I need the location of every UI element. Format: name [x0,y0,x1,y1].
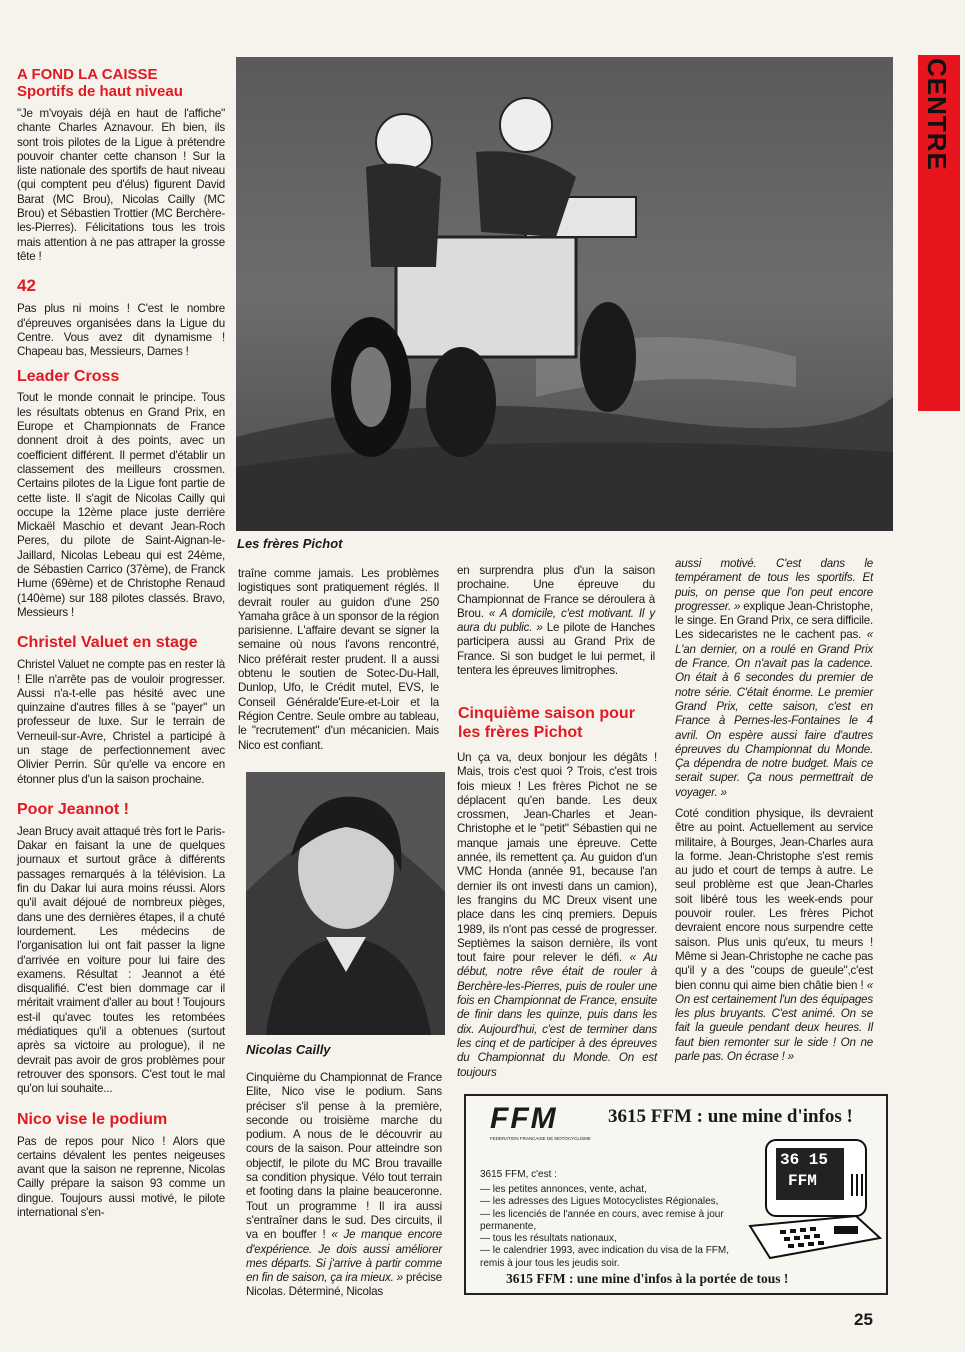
caption-nicolas-cailly: Nicolas Cailly [246,1042,331,1057]
ffm-service-item: — les petites annonces, vente, achat, [480,1184,647,1195]
ffm-logo [490,1102,600,1141]
paragraph-podium: Cinquième du Championnat de France Elite, Nico vise le podium. Sans préciser s'il pense à la première, seconde ou troisième marche du podium. A nous de le découvrir au cours de la saison. Pour atteindre son objectif, le pilote du MC Brou travaille sa condition physique. Vélo tout terrain et footing dans la plaine beauceronne. Tout un programme ! Il ira aussi s'entraîner dans le sud. Des circuits, il va en bouffer ! « Je manque encore d'expérience. Je dois aussi améliorer mes départs. Si j'arrive à partir comme en fin de saison, ça ira mieux. » précise Nicolas. Déterminé, Nicolas [246,1071,442,1299]
ffm-logo-subtitle: FEDERATION FRANCAISE DE MOTOCYCLISME [490,1136,591,1141]
sidecar-illustration [236,57,893,531]
ffm-service-item: — les licenciés de l'année en cours, avec remise à jour permanente, [480,1208,724,1232]
heading-poor-jeannot: Poor Jeannot ! [17,800,130,818]
minitel-screen-line1: 36 15 [780,1151,829,1169]
section-label: CENTRE [922,58,952,171]
ffm-service-item: — les adresses des Ligues Motocyclistes Régionales, [480,1196,719,1208]
minitel-screen-line2: FFM [788,1172,817,1190]
portrait-illustration [246,772,445,1035]
paragraph-sportifs: "Je m'voyais déjà en haut de l'affiche" chante Charles Aznavour. Eh bien, ils sont trois pilotes de la Ligue à prétendre pouvoir chanter cette chanson ! Sur la liste nationale des sportifs de haut niveau (qui comptent peu d'élus) figurent David Barat (MC Brou), Nicolas Cailly (MC Brou) et Sébastien Trottier (MC Berchère-les-Pierres). Félicitations tous les trois mais attention à ne pas attraper la grosse tête ! [17,107,225,263]
ffm-service-item: — tous les résultats nationaux, [480,1233,617,1245]
ffm-advertisement [464,1094,888,1295]
paragraph-pichot-quote: aussi motivé. C'est dans le tempérament de tous les sportifs. Et puis, on pense que l'on peut encore progresser. » explique Jean-Christophe, le singe. En Grand Prix, ce sera difficile. Les sidecaristes ne le cachent pas. « L'an dernier, on a roulé en Grand Prix de France. On n'avait pas la cadence. On était à 6 secondes du premier de notre série. C'était énorme. Le premier Grand Prix, cette saison, c'est en France à Pernes-les-Fontaines le 4 avril. On espère aussi faire d'autres épreuves du Championnat du Monde. Ça dépendra de notre budget. Mais ce serait super. Ça nous permettrait de voyager. » [675,557,874,799]
heading-christel: Christel Valuet en stage [17,634,198,652]
heading-sportifs: Sportifs de haut niveau [17,83,183,100]
photo-nicolas-cailly [246,772,445,1035]
paragraph-poor-jeannot: Jean Brucy avait attaqué très fort le Paris-Dakar en faisant la une de quelques journaux et surtout grâce à différents passages remarqués à la télévision. La fin du Dakar lui aura moins réussi. Alors qu'il avait déjoué de nombreux pièges, dans une des dernières étapes, il a chuté lourdement. Les médecins de l'organisation lui ont fait passer la ligne d'arrivée en voiture pour lui faire des examens. Résultat : Jeannot a été disqualifié. C'est bien dommage car il méritait vraiment d'aller au bout ! Toujours est-il qu'avec toutes les retombées médiatiques qu'il a obtenues (surtout après sa victoire au prologue), il ne devrait pas avoir de gros problèmes pour retrouver des sponsors. C'est tout le mal qu'on lui souhaite... [17,824,225,1096]
ffm-intro: 3615 FFM, c'est : [480,1169,557,1180]
heading-a-fond: A FOND LA CAISSE [17,66,158,83]
paragraph-nico: Pas de repos pour Nico ! Alors que certains dévalent les pentes neigeuses avant que la saison ne reprenne, Nicolas Cailly prépare la saison 93 comme un dingue. Toujours aussi motivé, le pilote international s'en- [17,1134,225,1219]
ffm-title: 3615 FFM : une mine d'infos ! [608,1106,853,1127]
photo-sidecar [236,57,893,531]
paragraph-leader-cross: Tout le monde connait le principe. Tous les résultats obtenus en Grand Prix, en Europe et Championnats de France donnent droit à des points, avec un coefficient différent. Il permet d'établir un classement des meilleurs crossmen. Certains pilotes de la Ligue font partie de cette liste. Il s'agit de Nicolas Cailly qui occupe la 12ème place juste derrière Mickaël Maschio et devant Jean-Roch Peres, du pilote de Saint-Aignan-le-Jaillard, Nicolas Lebeau qui est 24ème, de Sébastien Carrico (37ème), de Franck Hume (69ème) et de Christophe Renaud (140ème) sur 188 pilotes classés. Bravo, Messieurs ! [17,391,225,619]
minitel-icon [744,1134,884,1262]
column-1 [17,66,225,1220]
ffm-logo-text: FFM [490,1102,558,1135]
paragraph-christel: Christel Valuet ne compte pas en rester là ! Elle n'arrête pas de vouloir progresser. Aussi n'a-t-elle pas hésité avec une quinzaine d'autres filles à se "payer" un professeur de luxe. Sur le terrain de Verneuil-sur-Avre, Christel a participé à un stage de perfectionnement avec Olivier Perrin. Sûr qu'elle va encore en étonner plus d'un la saison prochaine. [17,658,225,786]
ffm-footer: 3615 FFM : une mine d'infos à la portée de tous ! [506,1271,789,1286]
paragraph-nico-continued: traîne comme jamais. Les problèmes logistiques sont pratiquement réglés. Il devrait rouler au guidon d'une 250 Yamaha grâce à un sponsor de la région parisienne. L'affaire devant se signer la semaine où nous l'avons rencontré, Nico préférait rester prudent. Il a aussi obtenu le soutien de Sotec-Du-Hall, Dunlop, Ufo, le Crédit mutel, EVS, le Conseil Généralde'Eure-et-Loir et la Région Centre. Seule ombre au tableau, le "recrutement" d'un mécanicien. Mais Nico est confiant. [238,567,440,752]
paragraph-brou: en surprendra plus d'un la saison prochaine. Une épreuve du Championnat de France se déroulera à Brou. « A domicile, c'est motivant. Il y aura du public. » Le pilote de Hanches participera aussi au Grand Prix de France. Si son budget le lui permet, il tentera les épreuves limitrophes. [457,564,656,678]
ffm-services-list [480,1184,742,1270]
paragraph-pichot: Un ça va, deux bonjour les dégâts ! Mais, trois c'est quoi ? Trois, c'est trois fois mieux ! Les frères Pichot ne se déplacent qu'en bande. Les deux crossmen, Jean-Charles et Jean-Christophe et le "petit" Sébastien qui ne manque jamais une épreuve. Cette année, ils remettent ça. Au guidon d'un VMC Honda (année 91, because l'an dernier ils ont investi dans un camion), les frangins du MC Dreux visent une place dans les cinq premiers. Depuis 1989, ils n'ont pas cessé de progresser. Septièmes la saison dernière, ils vont tout faire pour relever le défi. « Au début, notre rêve était de rouler à Berchère-les-Pierres, puis de rouler une fois en Championnat de France, ensuite de finir dans les quinze, puis dans les dix. Aujourd'hui, c'est de terminer dans les cinq et de participer à des épreuves du Championnat du Monde. On est toujours [457,751,657,1079]
caption-sidecar: Les frères Pichot [237,536,343,551]
heading-cinquieme-saison: Cinquième saison pour les frères Pichot [458,705,635,741]
paragraph-condition: Coté condition physique, ils devraient être au point. Actuellement au service militaire, à Bourges, Jean-Charles aura la forme. Jean-Christophe s'est remis au judo et court de temps à autre. Le seul problème est que Jean-Charles soit libéré tous les week-ends pour pouvoir rouler. Les frères Pichot devraient encore nous surpendre cette saison. Plus unis qu'eux, tu meurs ! Même si Jean-Christophe ne cache pas qu'il y a des "coups de gueule",c'est bien connu qui aime bien châtie bien ! « On est certainement l'un des équipages les plus bruyants. C'est animé. On se fait la gueule pendant deux heures. Il faut bien remonter sur le side ! On ne parle pas. On écrase ! » [675,807,873,1064]
ffm-service-item: — le calendrier 1993, avec indication du visa de la FFM, remis à jour tous les jeudis soir. [480,1245,730,1269]
paragraph-42: Pas plus ni moins ! C'est le nombre d'épreuves organisées dans la Ligue du Centre. Vous avez dit dynamisme ! Chapeau bas, Messieurs, Dames ! [17,302,225,359]
heading-42: 42 [17,276,36,296]
heading-nico: Nico vise le podium [17,1110,168,1128]
heading-leader-cross: Leader Cross [17,368,120,386]
page-number: 25 [854,1310,873,1329]
